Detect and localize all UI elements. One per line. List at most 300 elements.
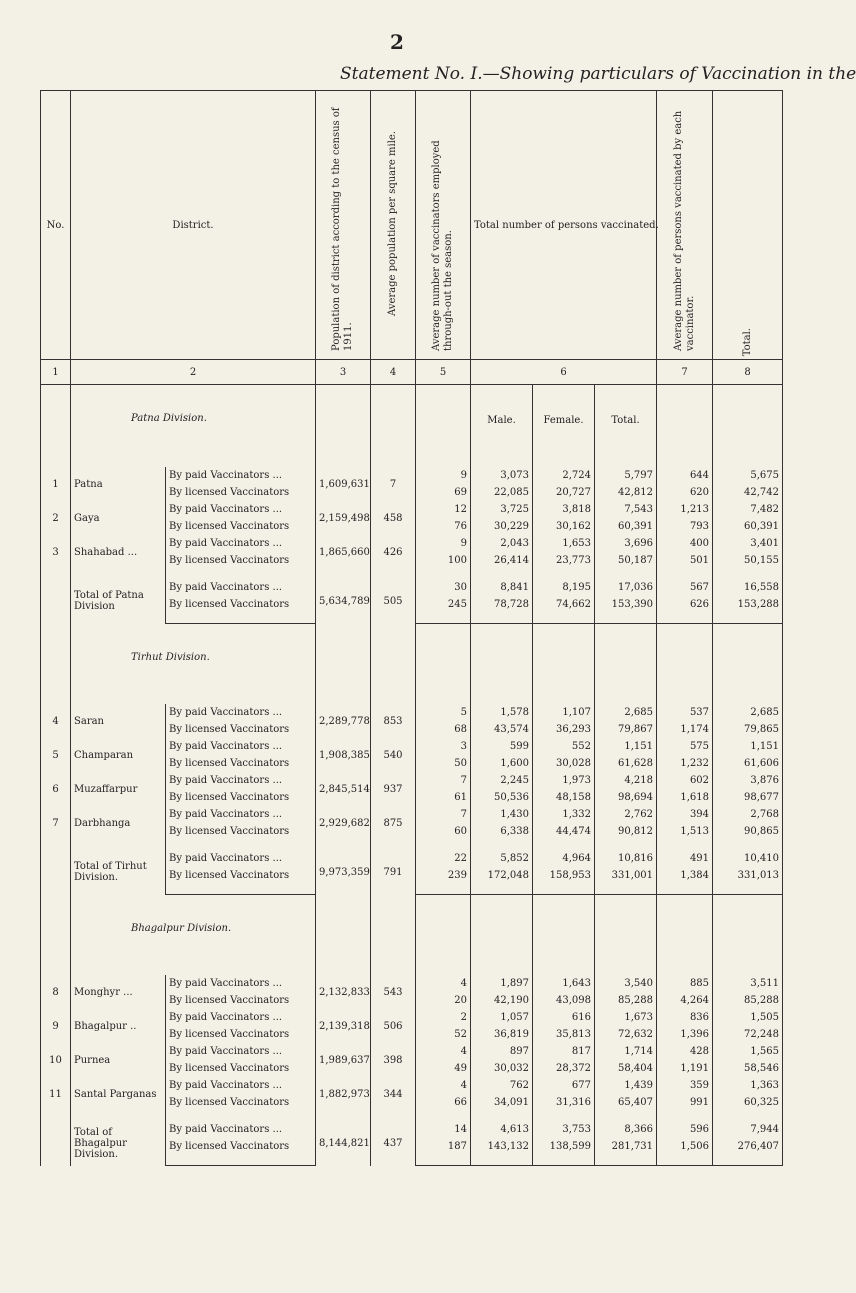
row-number: 11 xyxy=(41,1077,71,1111)
district-row xyxy=(41,535,783,552)
paid-vaccinators-label: By paid Vaccinators ... xyxy=(166,467,316,484)
licensed-female: 138,599 xyxy=(533,1138,595,1166)
paid-vacc: 9 xyxy=(416,467,471,484)
paid-female: 2,724 xyxy=(533,467,595,484)
paid-male: 1,578 xyxy=(471,704,533,721)
blank-cell xyxy=(595,895,657,976)
paid-total: 1,439 xyxy=(595,1077,657,1094)
division-heading-row xyxy=(41,895,783,976)
licensed-vacc: 76 xyxy=(416,518,471,535)
licensed-male: 172,048 xyxy=(471,867,533,895)
district-row xyxy=(41,772,783,789)
licensed-total: 60,391 xyxy=(595,518,657,535)
avg-population: 505 xyxy=(371,569,416,624)
paid-vaccinators-label: By paid Vaccinators ... xyxy=(166,535,316,552)
paid-vaccinators-label: By paid Vaccinators ... xyxy=(166,840,316,867)
subheader-total: Total. xyxy=(595,385,657,468)
paid-male: 599 xyxy=(471,738,533,755)
avg-population: 458 xyxy=(371,501,416,535)
district-row xyxy=(41,1009,783,1026)
paid-grand: 5,675 xyxy=(713,467,783,484)
licensed-total: 281,731 xyxy=(595,1138,657,1166)
header-avg-each: Average number of persons vaccinated by each vaccinator. xyxy=(672,110,696,351)
licensed-female: 30,162 xyxy=(533,518,595,535)
licensed-vaccinators-label: By licensed Vaccinators xyxy=(166,1060,316,1077)
paid-vacc: 2 xyxy=(416,1009,471,1026)
licensed-grand: 153,288 xyxy=(713,596,783,624)
district-name: Monghyr ... xyxy=(71,975,166,1009)
paid-vacc: 4 xyxy=(416,1077,471,1094)
licensed-male: 43,574 xyxy=(471,721,533,738)
licensed-male: 30,032 xyxy=(471,1060,533,1077)
col-num: 3 xyxy=(316,360,371,385)
paid-grand: 1,151 xyxy=(713,738,783,755)
licensed-female: 158,953 xyxy=(533,867,595,895)
division-total-label: Total of Bhagalpur Division. xyxy=(71,1111,166,1166)
licensed-vacc: 66 xyxy=(416,1094,471,1111)
blank-cell xyxy=(371,385,416,468)
paid-male: 5,852 xyxy=(471,840,533,867)
paid-each: 359 xyxy=(657,1077,713,1094)
paid-each: 400 xyxy=(657,535,713,552)
subheader-male: Male. xyxy=(471,385,533,468)
paid-total: 17,036 xyxy=(595,569,657,596)
licensed-total: 85,288 xyxy=(595,992,657,1009)
licensed-each: 1,384 xyxy=(657,867,713,895)
licensed-grand: 58,546 xyxy=(713,1060,783,1077)
licensed-grand: 60,325 xyxy=(713,1094,783,1111)
avg-population: 7 xyxy=(371,467,416,501)
row-number: 5 xyxy=(41,738,71,772)
paid-female: 1,653 xyxy=(533,535,595,552)
licensed-female: 35,813 xyxy=(533,1026,595,1043)
licensed-each: 1,513 xyxy=(657,823,713,840)
licensed-each: 1,396 xyxy=(657,1026,713,1043)
population: 2,845,514 xyxy=(316,772,371,806)
population: 2,289,778 xyxy=(316,704,371,738)
licensed-female: 74,662 xyxy=(533,596,595,624)
row-number: 9 xyxy=(41,1009,71,1043)
population: 8,144,821 xyxy=(316,1111,371,1166)
paid-vacc: 7 xyxy=(416,806,471,823)
licensed-grand: 42,742 xyxy=(713,484,783,501)
paid-vaccinators-label: By paid Vaccinators ... xyxy=(166,704,316,721)
population: 2,139,318 xyxy=(316,1009,371,1043)
licensed-each: 1,174 xyxy=(657,721,713,738)
row-number: 6 xyxy=(41,772,71,806)
paid-female: 677 xyxy=(533,1077,595,1094)
licensed-vacc: 187 xyxy=(416,1138,471,1166)
paid-female: 1,973 xyxy=(533,772,595,789)
district-name: Bhagalpur .. xyxy=(71,1009,166,1043)
blank-cell xyxy=(657,385,713,468)
paid-male: 1,430 xyxy=(471,806,533,823)
paid-female: 8,195 xyxy=(533,569,595,596)
paid-grand: 10,410 xyxy=(713,840,783,867)
paid-vacc: 12 xyxy=(416,501,471,518)
licensed-male: 22,085 xyxy=(471,484,533,501)
paid-female: 552 xyxy=(533,738,595,755)
avg-population: 853 xyxy=(371,704,416,738)
licensed-each: 4,264 xyxy=(657,992,713,1009)
population: 1,865,660 xyxy=(316,535,371,569)
subheader-female: Female. xyxy=(533,385,595,468)
blank-cell xyxy=(41,624,71,705)
licensed-vacc: 239 xyxy=(416,867,471,895)
avg-population: 426 xyxy=(371,535,416,569)
col-num: 5 xyxy=(416,360,471,385)
licensed-female: 43,098 xyxy=(533,992,595,1009)
licensed-male: 1,600 xyxy=(471,755,533,772)
row-number xyxy=(41,1111,71,1166)
header-avg-vaccinators: Average number of vaccinators employed through-out the season. xyxy=(431,140,454,351)
licensed-total: 72,632 xyxy=(595,1026,657,1043)
licensed-grand: 276,407 xyxy=(713,1138,783,1166)
licensed-male: 26,414 xyxy=(471,552,533,569)
licensed-vacc: 68 xyxy=(416,721,471,738)
licensed-vaccinators-label: By licensed Vaccinators xyxy=(166,552,316,569)
district-name: Darbhanga xyxy=(71,806,166,840)
licensed-male: 6,338 xyxy=(471,823,533,840)
licensed-each: 1,191 xyxy=(657,1060,713,1077)
licensed-male: 34,091 xyxy=(471,1094,533,1111)
licensed-male: 143,132 xyxy=(471,1138,533,1166)
paid-grand: 2,685 xyxy=(713,704,783,721)
licensed-vaccinators-label: By licensed Vaccinators xyxy=(166,1094,316,1111)
header-total-vaccinated: Total number of persons vaccinated. xyxy=(471,91,657,360)
paid-grand: 7,482 xyxy=(713,501,783,518)
licensed-vaccinators-label: By licensed Vaccinators xyxy=(166,867,316,895)
header-no: No. xyxy=(41,91,71,360)
header-row xyxy=(41,91,783,360)
paid-each: 1,213 xyxy=(657,501,713,518)
licensed-vaccinators-label: By licensed Vaccinators xyxy=(166,1138,316,1166)
paid-vacc: 30 xyxy=(416,569,471,596)
licensed-total: 50,187 xyxy=(595,552,657,569)
licensed-each: 991 xyxy=(657,1094,713,1111)
paid-vaccinators-label: By paid Vaccinators ... xyxy=(166,772,316,789)
division-name: Patna Division. xyxy=(71,385,316,468)
blank-cell xyxy=(41,385,71,468)
paid-female: 1,107 xyxy=(533,704,595,721)
licensed-vaccinators-label: By licensed Vaccinators xyxy=(166,484,316,501)
licensed-female: 30,028 xyxy=(533,755,595,772)
licensed-grand: 90,865 xyxy=(713,823,783,840)
licensed-total: 61,628 xyxy=(595,755,657,772)
licensed-vaccinators-label: By licensed Vaccinators xyxy=(166,755,316,772)
blank-cell xyxy=(595,624,657,705)
licensed-total: 58,404 xyxy=(595,1060,657,1077)
division-heading-row xyxy=(41,624,783,705)
paid-male: 762 xyxy=(471,1077,533,1094)
licensed-female: 23,773 xyxy=(533,552,595,569)
paid-female: 1,643 xyxy=(533,975,595,992)
licensed-total: 331,001 xyxy=(595,867,657,895)
licensed-male: 50,536 xyxy=(471,789,533,806)
district-name: Champaran xyxy=(71,738,166,772)
blank-cell xyxy=(713,895,783,976)
col-num: 1 xyxy=(41,360,71,385)
population: 1,609,631 xyxy=(316,467,371,501)
paid-female: 4,964 xyxy=(533,840,595,867)
paid-each: 575 xyxy=(657,738,713,755)
district-name: Muzaffarpur xyxy=(71,772,166,806)
blank-cell xyxy=(533,895,595,976)
licensed-total: 42,812 xyxy=(595,484,657,501)
district-name: Patna xyxy=(71,467,166,501)
paid-vacc: 4 xyxy=(416,975,471,992)
licensed-grand: 98,677 xyxy=(713,789,783,806)
population: 2,929,682 xyxy=(316,806,371,840)
col-num: 7 xyxy=(657,360,713,385)
paid-grand: 1,363 xyxy=(713,1077,783,1094)
row-number: 7 xyxy=(41,806,71,840)
district-name: Santal Parganas xyxy=(71,1077,166,1111)
paid-vacc: 14 xyxy=(416,1111,471,1138)
licensed-female: 31,316 xyxy=(533,1094,595,1111)
blank-cell xyxy=(41,895,71,976)
paid-female: 3,818 xyxy=(533,501,595,518)
paid-total: 4,218 xyxy=(595,772,657,789)
row-number xyxy=(41,840,71,895)
licensed-vacc: 20 xyxy=(416,992,471,1009)
division-name: Tirhut Division. xyxy=(71,624,316,705)
paid-each: 602 xyxy=(657,772,713,789)
district-row xyxy=(41,467,783,484)
column-number-row xyxy=(41,360,783,385)
licensed-vaccinators-label: By licensed Vaccinators xyxy=(166,596,316,624)
paid-total: 3,540 xyxy=(595,975,657,992)
licensed-male: 42,190 xyxy=(471,992,533,1009)
paid-total: 5,797 xyxy=(595,467,657,484)
blank-cell xyxy=(416,895,471,976)
licensed-vaccinators-label: By licensed Vaccinators xyxy=(166,992,316,1009)
paid-grand: 3,876 xyxy=(713,772,783,789)
paid-female: 817 xyxy=(533,1043,595,1060)
paid-male: 3,725 xyxy=(471,501,533,518)
avg-population: 791 xyxy=(371,840,416,895)
licensed-each: 793 xyxy=(657,518,713,535)
division-name: Bhagalpur Division. xyxy=(71,895,316,976)
licensed-total: 79,867 xyxy=(595,721,657,738)
licensed-vacc: 69 xyxy=(416,484,471,501)
paid-each: 885 xyxy=(657,975,713,992)
licensed-total: 153,390 xyxy=(595,596,657,624)
licensed-vacc: 52 xyxy=(416,1026,471,1043)
paid-each: 491 xyxy=(657,840,713,867)
row-number: 1 xyxy=(41,467,71,501)
header-district: District. xyxy=(71,91,316,360)
paid-total: 1,151 xyxy=(595,738,657,755)
licensed-vacc: 61 xyxy=(416,789,471,806)
paid-female: 1,332 xyxy=(533,806,595,823)
blank-cell xyxy=(371,895,416,976)
paid-vaccinators-label: By paid Vaccinators ... xyxy=(166,1043,316,1060)
paid-male: 3,073 xyxy=(471,467,533,484)
blank-cell xyxy=(533,624,595,705)
col-num: 8 xyxy=(713,360,783,385)
licensed-male: 78,728 xyxy=(471,596,533,624)
district-row xyxy=(41,738,783,755)
paid-vaccinators-label: By paid Vaccinators ... xyxy=(166,501,316,518)
licensed-grand: 79,865 xyxy=(713,721,783,738)
licensed-vaccinators-label: By licensed Vaccinators xyxy=(166,823,316,840)
paid-vaccinators-label: By paid Vaccinators ... xyxy=(166,1077,316,1094)
page-number: 2 xyxy=(390,30,404,54)
paid-grand: 7,944 xyxy=(713,1111,783,1138)
row-number: 8 xyxy=(41,975,71,1009)
paid-vacc: 22 xyxy=(416,840,471,867)
avg-population: 540 xyxy=(371,738,416,772)
licensed-total: 65,407 xyxy=(595,1094,657,1111)
row-number: 2 xyxy=(41,501,71,535)
row-number: 4 xyxy=(41,704,71,738)
licensed-vacc: 50 xyxy=(416,755,471,772)
vaccination-table xyxy=(40,90,783,1166)
licensed-total: 98,694 xyxy=(595,789,657,806)
blank-cell xyxy=(316,385,371,468)
licensed-vaccinators-label: By licensed Vaccinators xyxy=(166,789,316,806)
paid-each: 567 xyxy=(657,569,713,596)
licensed-male: 30,229 xyxy=(471,518,533,535)
paid-vaccinators-label: By paid Vaccinators ... xyxy=(166,569,316,596)
licensed-female: 36,293 xyxy=(533,721,595,738)
licensed-grand: 331,013 xyxy=(713,867,783,895)
paid-grand: 2,768 xyxy=(713,806,783,823)
licensed-vacc: 60 xyxy=(416,823,471,840)
licensed-vaccinators-label: By licensed Vaccinators xyxy=(166,721,316,738)
paid-vaccinators-label: By paid Vaccinators ... xyxy=(166,1111,316,1138)
paid-male: 8,841 xyxy=(471,569,533,596)
paid-each: 428 xyxy=(657,1043,713,1060)
statement-title: Statement No. I.—Showing particulars of Vaccination in the xyxy=(340,64,856,84)
paid-total: 8,366 xyxy=(595,1111,657,1138)
blank-cell xyxy=(713,624,783,705)
paid-female: 3,753 xyxy=(533,1111,595,1138)
paid-male: 1,897 xyxy=(471,975,533,992)
licensed-total: 90,812 xyxy=(595,823,657,840)
district-row xyxy=(41,1043,783,1060)
licensed-female: 28,372 xyxy=(533,1060,595,1077)
blank-cell xyxy=(316,624,371,705)
district-name: Shahabad ... xyxy=(71,535,166,569)
paid-grand: 3,511 xyxy=(713,975,783,992)
division-total-row xyxy=(41,840,783,867)
paid-vaccinators-label: By paid Vaccinators ... xyxy=(166,738,316,755)
paid-each: 537 xyxy=(657,704,713,721)
avg-population: 437 xyxy=(371,1111,416,1166)
paid-each: 644 xyxy=(657,467,713,484)
division-total-label: Total of Patna Division xyxy=(71,569,166,624)
district-name: Saran xyxy=(71,704,166,738)
paid-male: 897 xyxy=(471,1043,533,1060)
paid-vacc: 3 xyxy=(416,738,471,755)
paid-male: 1,057 xyxy=(471,1009,533,1026)
paid-vaccinators-label: By paid Vaccinators ... xyxy=(166,806,316,823)
population: 1,989,637 xyxy=(316,1043,371,1077)
division-total-label: Total of Tirhut Division. xyxy=(71,840,166,895)
population: 2,159,498 xyxy=(316,501,371,535)
col-num: 2 xyxy=(71,360,316,385)
licensed-grand: 72,248 xyxy=(713,1026,783,1043)
population: 1,908,385 xyxy=(316,738,371,772)
licensed-each: 501 xyxy=(657,552,713,569)
avg-population: 875 xyxy=(371,806,416,840)
population: 1,882,973 xyxy=(316,1077,371,1111)
district-row xyxy=(41,704,783,721)
licensed-vaccinators-label: By licensed Vaccinators xyxy=(166,518,316,535)
licensed-grand: 61,606 xyxy=(713,755,783,772)
paid-total: 7,543 xyxy=(595,501,657,518)
population: 9,973,359 xyxy=(316,840,371,895)
licensed-female: 44,474 xyxy=(533,823,595,840)
header-avg-pop: Average population per square mile. xyxy=(387,131,398,316)
paid-male: 4,613 xyxy=(471,1111,533,1138)
paid-male: 2,245 xyxy=(471,772,533,789)
paid-vacc: 9 xyxy=(416,535,471,552)
licensed-each: 1,232 xyxy=(657,755,713,772)
header-population: Population of district according to the census of 1911. xyxy=(331,107,354,351)
col-num: 6 xyxy=(471,360,657,385)
avg-population: 344 xyxy=(371,1077,416,1111)
blank-cell xyxy=(471,624,533,705)
row-number: 10 xyxy=(41,1043,71,1077)
licensed-vaccinators-label: By licensed Vaccinators xyxy=(166,1026,316,1043)
licensed-grand: 50,155 xyxy=(713,552,783,569)
avg-population: 937 xyxy=(371,772,416,806)
paid-total: 10,816 xyxy=(595,840,657,867)
licensed-each: 1,506 xyxy=(657,1138,713,1166)
blank-cell xyxy=(657,624,713,705)
paid-female: 616 xyxy=(533,1009,595,1026)
division-total-row xyxy=(41,569,783,596)
paid-vacc: 7 xyxy=(416,772,471,789)
licensed-female: 20,727 xyxy=(533,484,595,501)
col-num: 4 xyxy=(371,360,416,385)
row-number xyxy=(41,569,71,624)
blank-cell xyxy=(416,624,471,705)
paid-total: 3,696 xyxy=(595,535,657,552)
avg-population: 506 xyxy=(371,1009,416,1043)
licensed-vacc: 49 xyxy=(416,1060,471,1077)
paid-grand: 1,505 xyxy=(713,1009,783,1026)
licensed-each: 620 xyxy=(657,484,713,501)
blank-cell xyxy=(316,895,371,976)
licensed-grand: 60,391 xyxy=(713,518,783,535)
blank-cell xyxy=(416,385,471,468)
district-name: Purnea xyxy=(71,1043,166,1077)
avg-population: 398 xyxy=(371,1043,416,1077)
blank-cell xyxy=(471,895,533,976)
district-row xyxy=(41,806,783,823)
paid-grand: 1,565 xyxy=(713,1043,783,1060)
blank-cell xyxy=(657,895,713,976)
paid-grand: 3,401 xyxy=(713,535,783,552)
paid-each: 836 xyxy=(657,1009,713,1026)
licensed-each: 1,618 xyxy=(657,789,713,806)
district-row xyxy=(41,975,783,992)
population: 2,132,833 xyxy=(316,975,371,1009)
paid-grand: 16,558 xyxy=(713,569,783,596)
paid-each: 394 xyxy=(657,806,713,823)
paid-total: 2,762 xyxy=(595,806,657,823)
paid-male: 2,043 xyxy=(471,535,533,552)
paid-vacc: 4 xyxy=(416,1043,471,1060)
row-number: 3 xyxy=(41,535,71,569)
licensed-vacc: 100 xyxy=(416,552,471,569)
blank-cell xyxy=(713,385,783,468)
licensed-each: 626 xyxy=(657,596,713,624)
